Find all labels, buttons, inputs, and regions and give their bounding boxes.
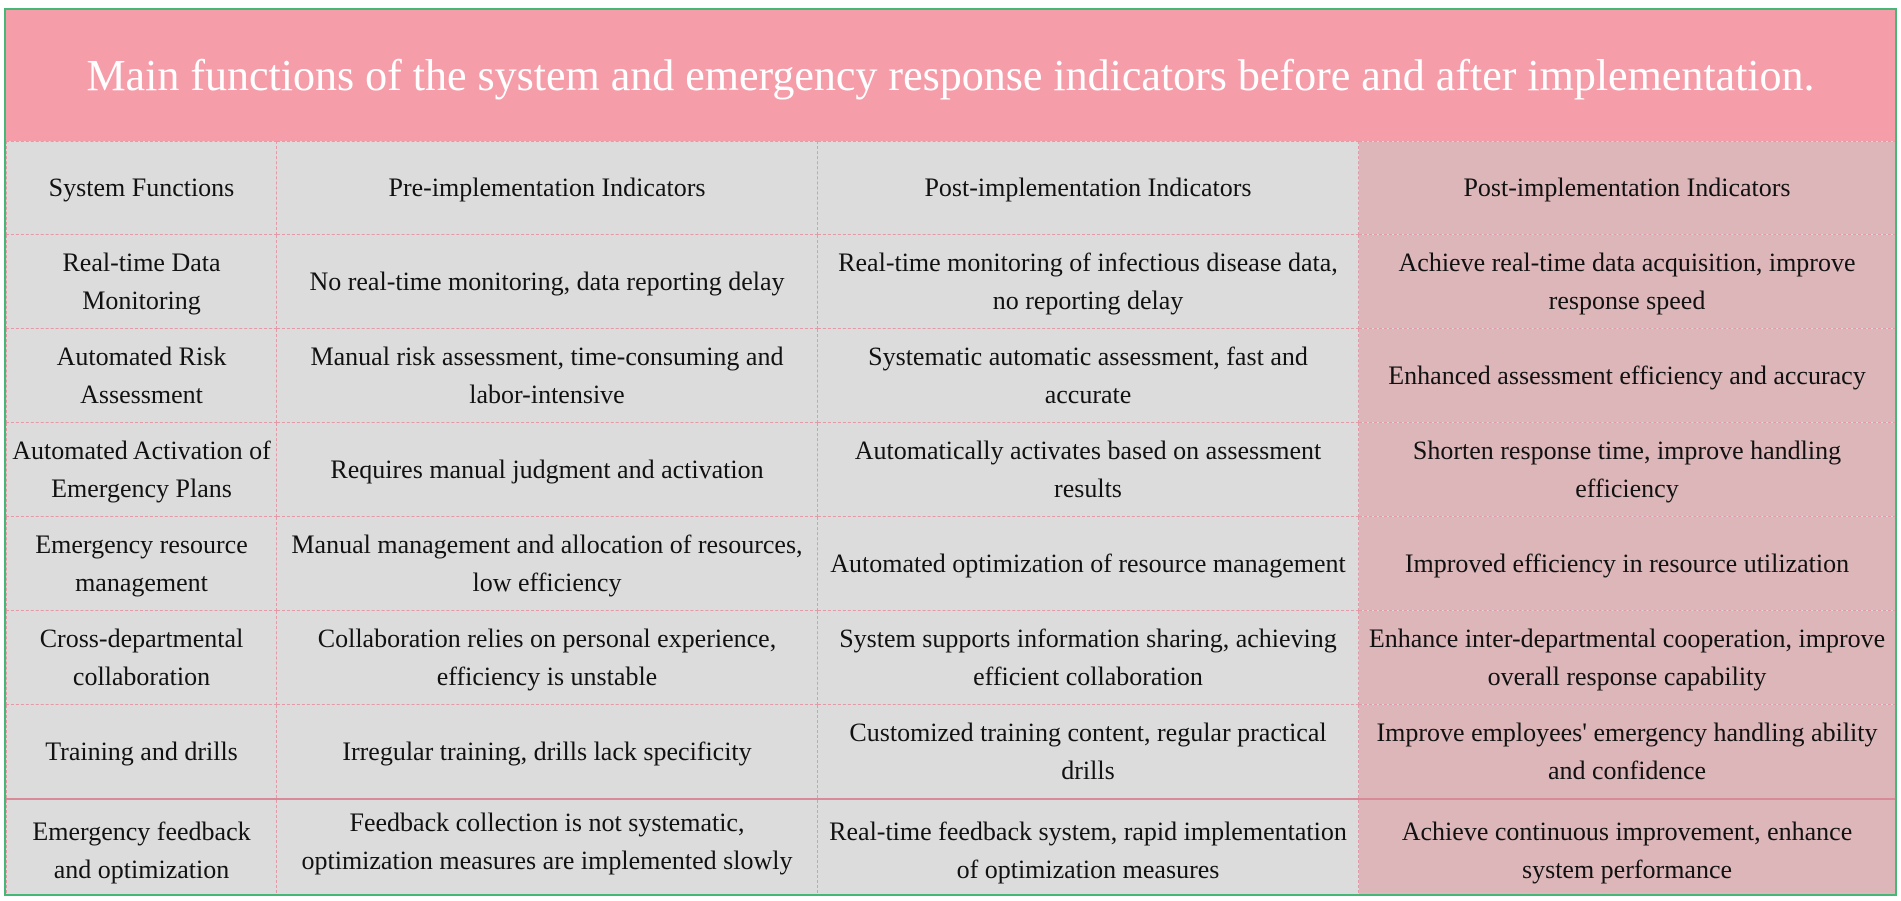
cell-post: Systematic automatic assessment, fast and accurate [818,329,1359,423]
cell-post: Automatically activates based on assessment results [818,423,1359,517]
cell-function: Cross-departmental collaboration [7,611,277,705]
cell-pre: Collaboration relies on personal experience, efficiency is unstable [277,611,818,705]
cell-post-2: Enhanced assessment efficiency and accuracy [1359,329,1896,423]
cell-function: Automated Activation of Emergency Plans [7,423,277,517]
cell-pre: Feedback collection is not systematic, optimization measures are implemented slowly [277,799,818,896]
cell-function: Emergency feedback and optimization [7,799,277,896]
cell-post-2: Achieve continuous improvement, enhance system performance [1359,799,1896,896]
cell-post-2: Achieve real-time data acquisition, improve response speed [1359,235,1896,329]
table-title: Main functions of the system and emergency response indicators before and after implementation. [6,10,1895,141]
cell-post: System supports information sharing, achieving efficient collaboration [818,611,1359,705]
header-system-functions: System Functions [7,142,277,235]
indicators-table [6,141,1896,896]
cell-post: Real-time monitoring of infectious disease data, no reporting delay [818,235,1359,329]
cell-pre: Requires manual judgment and activation [277,423,818,517]
cell-post-2: Shorten response time, improve handling efficiency [1359,423,1896,517]
table-row [7,799,1896,896]
header-pre-implementation: Pre-implementation Indicators [277,142,818,235]
cell-function: Emergency resource management [7,517,277,611]
cell-function: Real-time Data Monitoring [7,235,277,329]
table-row [7,235,1896,329]
cell-function: Automated Risk Assessment [7,329,277,423]
table-row [7,517,1896,611]
header-post-implementation: Post-implementation Indicators [818,142,1359,235]
cell-post: Real-time feedback system, rapid implementation of optimization measures [818,799,1359,896]
cell-pre: Manual risk assessment, time-consuming and labor-intensive [277,329,818,423]
cell-pre: Manual management and allocation of resources, low efficiency [277,517,818,611]
table-row [7,423,1896,517]
cell-pre: Irregular training, drills lack specificity [277,705,818,800]
table-frame [4,8,1897,896]
cell-post-2: Improved efficiency in resource utilization [1359,517,1896,611]
table-row [7,611,1896,705]
cell-post: Automated optimization of resource management [818,517,1359,611]
cell-pre: No real-time monitoring, data reporting delay [277,235,818,329]
cell-function: Training and drills [7,705,277,800]
header-post-implementation-2: Post-implementation Indicators [1359,142,1896,235]
table-row [7,329,1896,423]
table-row [7,705,1896,800]
header-row [7,142,1896,235]
cell-post-2: Improve employees' emergency handling ability and confidence [1359,705,1896,800]
cell-post: Customized training content, regular practical drills [818,705,1359,800]
cell-post-2: Enhance inter-departmental cooperation, improve overall response capability [1359,611,1896,705]
